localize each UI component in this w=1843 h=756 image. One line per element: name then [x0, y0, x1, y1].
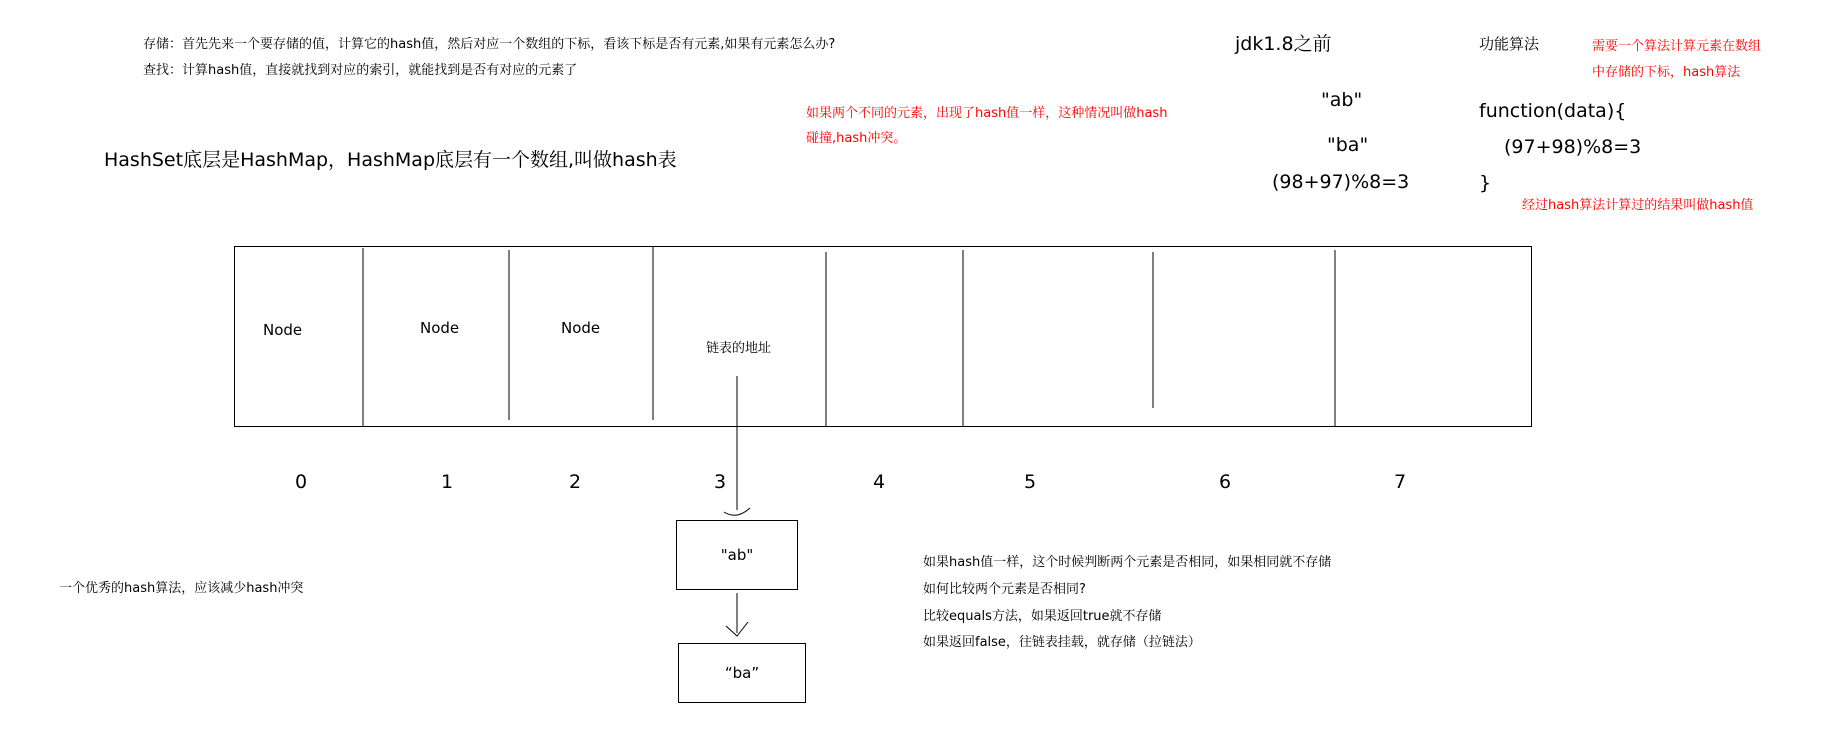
- index-1: 1: [441, 471, 454, 493]
- index-3: 3: [714, 471, 727, 493]
- array-cell-0: Node: [263, 321, 303, 339]
- lookup-note: 查找：计算hash值，直接就找到对应的索引，就能找到是否有对应的元素了: [143, 63, 578, 78]
- function-label: 功能算法: [1479, 35, 1540, 53]
- hash-value-note: 经过hash算法计算过的结果叫做hash值: [1522, 198, 1754, 213]
- equals-note-line2: 如何比较两个元素是否相同?: [923, 582, 1086, 597]
- jdk-formula: (98+97)%8=3: [1272, 171, 1410, 193]
- equals-note-line3: 比较equals方法，如果返回true就不存储: [923, 609, 1162, 624]
- good-hash-algorithm-note: 一个优秀的hash算法，应该减少hash冲突: [59, 581, 304, 596]
- equals-note-line1: 如果hash值一样，这个时候判断两个元素是否相同，如果相同就不存储: [923, 555, 1332, 570]
- collision-note-line2: 碰撞,hash冲突。: [806, 131, 907, 146]
- storage-note: 存储：首先先来一个要存储的值，计算它的hash值，然后对应一个数组的下标，看该下标是否有元素,如果有元素怎么办?: [143, 37, 836, 52]
- function-body: (97+98)%8=3: [1504, 136, 1642, 158]
- function-signature: function(data){: [1479, 100, 1627, 122]
- index-4: 4: [873, 471, 886, 493]
- chain-node-ba-label: “ba”: [724, 664, 760, 682]
- jdk-title: jdk1.8之前: [1235, 33, 1332, 55]
- hash-table-array-border: [235, 247, 1532, 427]
- array-cell-1: Node: [420, 319, 460, 337]
- jdk-ab: "ab": [1321, 89, 1363, 111]
- hashset-note: HashSet底层是HashMap，HashMap底层有一个数组,叫做hash表: [104, 149, 677, 171]
- function-close-brace: }: [1479, 172, 1492, 194]
- collision-note-line1: 如果两个不同的元素，出现了hash值一样，这种情况叫做hash: [806, 106, 1168, 121]
- array-cell-2: Node: [561, 319, 601, 337]
- index-0: 0: [295, 471, 308, 493]
- index-5: 5: [1024, 471, 1037, 493]
- index-2: 2: [569, 471, 582, 493]
- chain-node-ab-label: "ab": [720, 546, 754, 564]
- equals-note-line4: 如果返回false，往链表挂载，就存储（拉链法）: [923, 635, 1201, 650]
- array-cell-3: 链表的地址: [706, 341, 772, 356]
- jdk-ba: "ba": [1327, 134, 1369, 156]
- index-7: 7: [1394, 471, 1407, 493]
- algorithm-note-line2: 中存储的下标，hash算法: [1592, 65, 1741, 80]
- algorithm-note-line1: 需要一个算法计算元素在数组: [1592, 39, 1762, 54]
- index-6: 6: [1219, 471, 1232, 493]
